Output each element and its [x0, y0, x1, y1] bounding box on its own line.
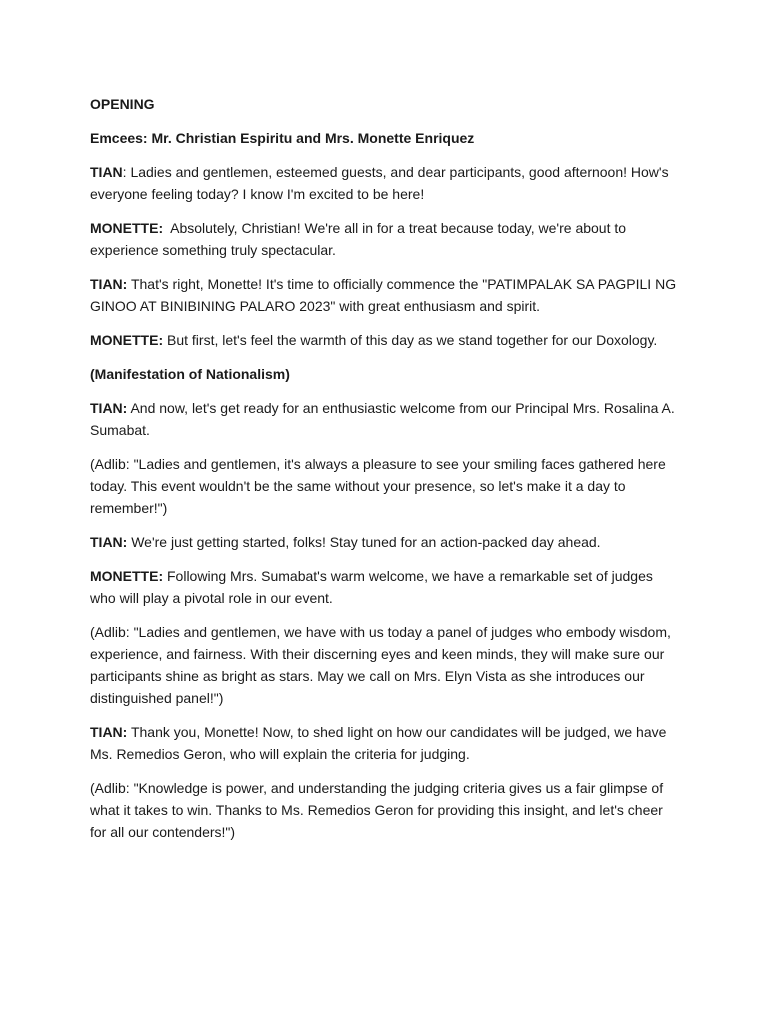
document-page	[90, 93, 680, 855]
speaker-label: MONETTE:	[90, 568, 164, 584]
speaker-label: MONETTE:	[90, 332, 164, 348]
adlib-paragraph: (Adlib: "Ladies and gentlemen, it's always a pleasure to see your smiling faces gathered here today. This event wouldn't be the same without your presence, so let's make it a day to remember!")	[90, 456, 666, 516]
script-paragraph	[90, 273, 680, 317]
emcees-line: Emcees: Mr. Christian Espiritu and Mrs. Monette Enriquez	[90, 130, 475, 146]
speaker-label: TIAN:	[90, 534, 128, 550]
paragraph-text: We're just getting started, folks! Stay tuned for an action-packed day ahead.	[131, 534, 601, 550]
adlib-paragraph: (Adlib: "Knowledge is power, and understanding the judging criteria gives us a fair glimpse of what it takes to win. Thanks to Ms. Remedios Geron for providing this insight, and let's cheer for all our contenders!")	[90, 780, 664, 840]
script-paragraph	[90, 721, 680, 765]
script-paragraph	[90, 161, 680, 205]
paragraph-text: And now, let's get ready for an enthusiastic welcome from our Principal Mrs. Rosalina A. Sumabat.	[90, 400, 675, 438]
section-heading: (Manifestation of Nationalism)	[90, 366, 290, 382]
script-paragraph	[90, 217, 680, 261]
adlib-paragraph: (Adlib: "Ladies and gentlemen, we have with us today a panel of judges who embody wisdom, experience, and fairness. With their discerning eyes and keen minds, they will make sure our participants shine as bright as stars. May we call on Mrs. Elyn Vista as she introduces our distinguished panel!")	[90, 624, 671, 706]
speaker-label: TIAN	[90, 164, 123, 180]
speaker-label: TIAN:	[90, 724, 128, 740]
paragraph-text: Thank you, Monette! Now, to shed light on how our candidates will be judged, we have Ms. Remedios Geron, who will explain the criteria for judging.	[90, 724, 667, 762]
script-paragraph	[90, 565, 680, 609]
script-paragraph	[90, 397, 680, 441]
paragraph-text: Following Mrs. Sumabat's warm welcome, we have a remarkable set of judges who will play a pivotal role in our event.	[90, 568, 653, 606]
speaker-label: MONETTE:	[90, 220, 164, 236]
script-paragraph	[90, 329, 680, 351]
speaker-separator: :	[122, 164, 131, 180]
document-title: OPENING	[90, 96, 155, 112]
speaker-label: TIAN:	[90, 276, 128, 292]
speaker-label: TIAN:	[90, 400, 128, 416]
paragraph-text: Ladies and gentlemen, esteemed guests, and dear participants, good afternoon! How's everyone feeling today? I know I'm excited to be here!	[90, 164, 669, 202]
paragraph-text: Absolutely, Christian! We're all in for a treat because today, we're about to experience something truly spectacular.	[90, 220, 627, 258]
paragraph-text: That's right, Monette! It's time to officially commence the "PATIMPALAK SA PAGPILI NG GINOO AT BINIBINING PALARO 2023" with great enthusiasm and spirit.	[90, 276, 677, 314]
paragraph-text: But first, let's feel the warmth of this day as we stand together for our Doxology.	[167, 332, 658, 348]
script-paragraph	[90, 531, 680, 553]
